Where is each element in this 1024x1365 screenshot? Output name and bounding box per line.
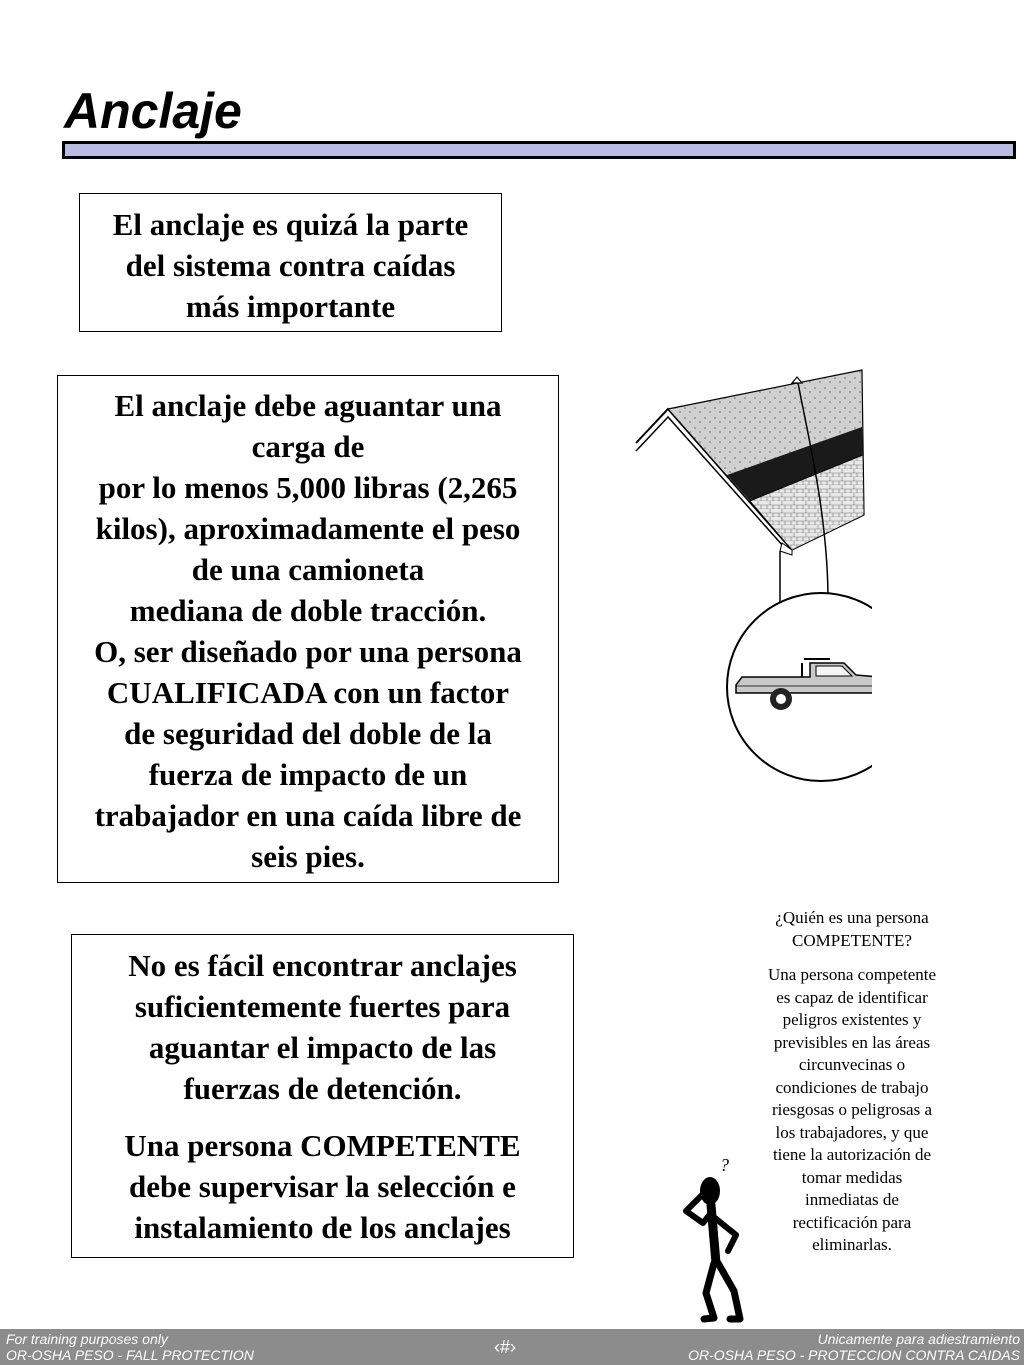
callout-most-important <box>79 193 502 332</box>
competent-person-question: ¿Quién es una persona COMPETENTE? <box>775 908 929 950</box>
footer-left-line1: For training purposes only <box>6 1331 168 1347</box>
footer-left-line2: OR-OSHA PESO - FALL PROTECTION <box>6 1347 254 1363</box>
callout-competent-person-text-2: Una persona COMPETENTE debe supervisar la selección e instalamiento de los anclajes <box>124 1128 521 1245</box>
callout-most-important-text: El anclaje es quizá la parte del sistema contra caídas más importante <box>112 207 469 324</box>
competent-person-definition: Una persona competente es capaz de identificar peligros existentes y previsibles en las áreas circunvecinas o condiciones de trabajo riesgosas o peligrosas a los trabajadores, y que tiene la autorización de tomar medidas inmediatas de rectificación para eliminarlas. <box>767 965 937 1254</box>
footer-right <box>688 1331 1020 1363</box>
footer-right-line2: OR-OSHA PESO - PROTECCION CONTRA CAIDAS <box>688 1347 1020 1363</box>
roof-anchor-point <box>792 377 802 383</box>
callout-load-requirement-text: El anclaje debe aguantar una carga de por lo menos 5,000 libras (2,265 kilos), aproximadamente el peso de una camioneta mediana de doble tracción. O, ser diseñado por una persona CUALIFICADA con un factor de seguridad del doble de la fuerza de impacto de un trabajador en una caída libre de seis pies. <box>94 388 522 874</box>
callout-load-requirement <box>57 375 559 883</box>
title-underline-bar <box>62 141 1016 159</box>
slide-footer <box>0 1329 1024 1365</box>
callout-competent-person-text-1: No es fácil encontrar anclajes suficientemente fuertes para aguantar el impacto de las fuerzas de detención. <box>128 948 517 1106</box>
roof-anchor-truck-illustration <box>632 365 872 830</box>
slide-number: ‹#› <box>494 1337 516 1357</box>
page-title: Anclaje <box>64 83 242 139</box>
thinking-stick-figure-icon <box>678 1153 750 1323</box>
question-mark-icon: ? <box>720 1155 729 1175</box>
callout-competent-person <box>71 934 574 1258</box>
footer-right-line1: Unicamente para adiestramiento <box>817 1331 1020 1347</box>
footer-left <box>6 1331 254 1363</box>
